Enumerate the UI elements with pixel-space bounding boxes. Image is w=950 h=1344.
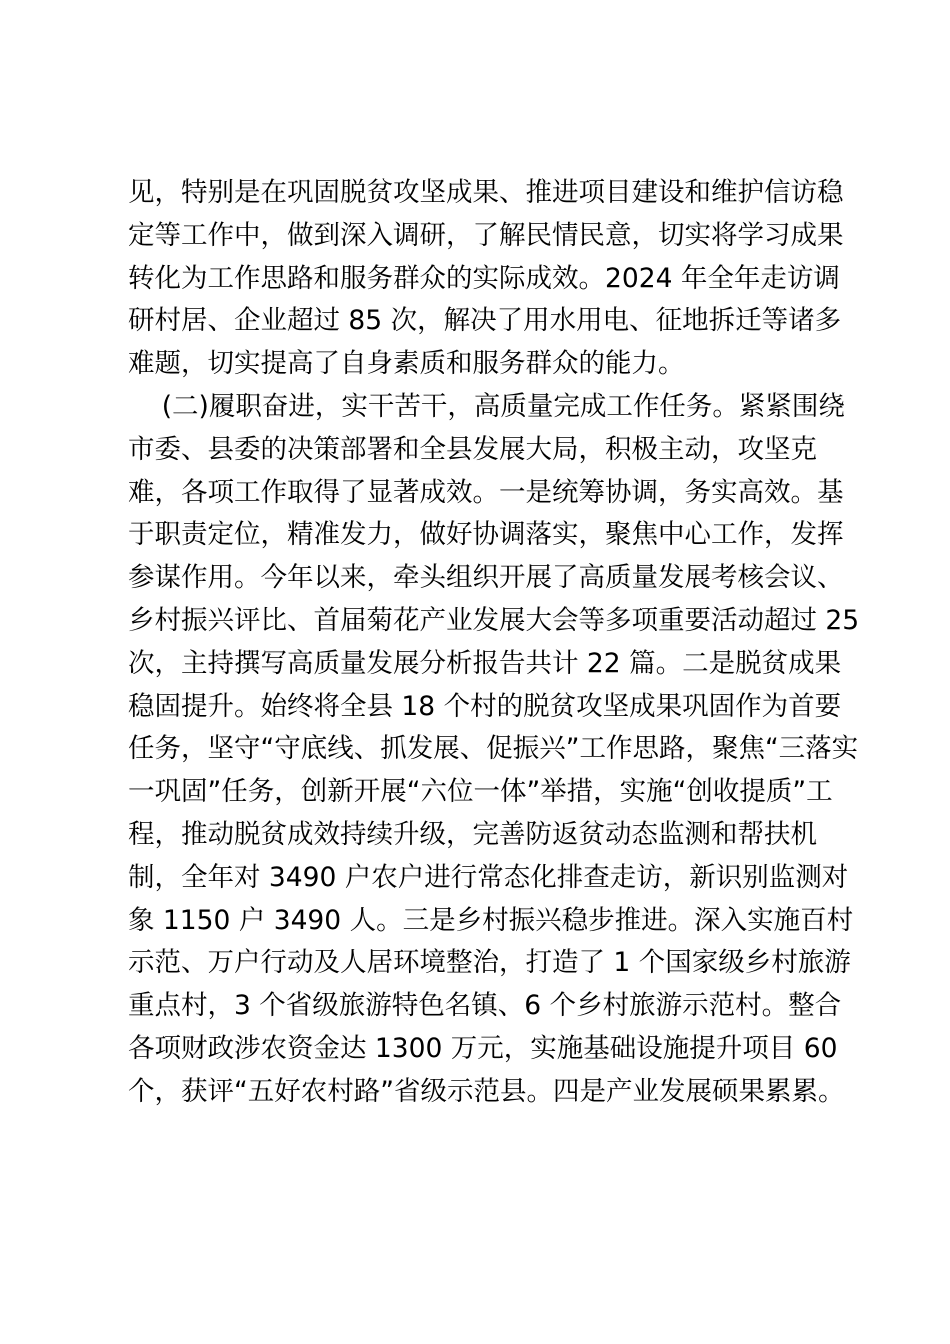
text-line: 重点村，3 个省级旅游特色名镇、6 个乡村旅游示范村。整合 xyxy=(128,990,842,1022)
text-line: (二)履职奋进，实干苦干，高质量完成工作任务。紧紧围绕 xyxy=(128,390,845,422)
text-line: 各项财政涉农资金达 1300 万元，实施基础设施提升项目 60 xyxy=(128,1032,838,1064)
text-line: 示范、万户行动及人居环境整治，打造了 1 个国家级乡村旅游 xyxy=(128,947,851,979)
text-line: 定等工作中，做到深入调研，了解民情民意，切实将学习成果 xyxy=(128,219,844,251)
text-line: 象 1150 户 3490 人。三是乡村振兴稳步推进。深入实施百村 xyxy=(128,904,854,936)
text-line: 市委、县委的决策部署和全县发展大局，积极主动，攻坚克 xyxy=(128,433,817,465)
text-line: 稳固提升。始终将全县 18 个村的脱贫攻坚成果巩固作为首要 xyxy=(128,690,842,722)
text-line: 于职责定位，精准发力，做好协调落实，聚焦中心工作，发挥 xyxy=(128,519,844,551)
text-line: 参谋作用。今年以来，牵头组织开展了高质量发展考核会议、 xyxy=(128,562,844,594)
text-line: 难，各项工作取得了显著成效。一是统筹协调，务实高效。基 xyxy=(128,476,844,508)
text-line: 个，获评“五好农村路”省级示范县。四是产业发展硕果累累。 xyxy=(128,1075,845,1107)
text-line: 一巩固”任务，创新开展“六位一体”举措，实施“创收提质”工 xyxy=(128,776,833,808)
text-line: 研村居、企业超过 85 次，解决了用水用电、征地拆迁等诸多 xyxy=(128,305,842,337)
text-line: 乡村振兴评比、首届菊花产业发展大会等多项重要活动超过 25 xyxy=(128,604,860,636)
text-line: 制，全年对 3490 户农户进行常态化排查走访，新识别监测对 xyxy=(128,861,849,893)
text-line: 转化为工作思路和服务群众的实际成效。2024 年全年走访调 xyxy=(128,262,840,294)
body-text xyxy=(128,172,860,1114)
text-line: 程，推动脱贫成效持续升级，完善防返贫动态监测和帮扶机 xyxy=(128,818,817,850)
text-line: 任务，坚守“守底线、抓发展、促振兴”工作思路，聚焦“三落实 xyxy=(128,733,859,765)
text-line: 难题，切实提高了自身素质和服务群众的能力。 xyxy=(128,348,685,380)
text-line: 见，特别是在巩固脱贫攻坚成果、推进项目建设和维护信访稳 xyxy=(128,177,844,208)
text-line: 次，主持撰写高质量发展分析报告共计 22 篇。二是脱贫成果 xyxy=(128,647,842,679)
